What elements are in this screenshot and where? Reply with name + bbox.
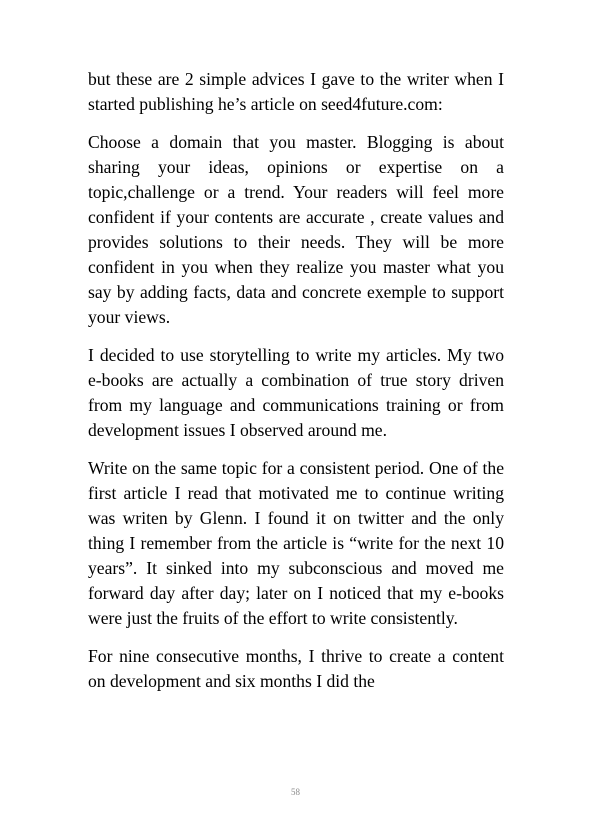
page-number: 58 <box>291 787 300 797</box>
page-body <box>88 67 504 707</box>
paragraph-consistent-topic: Write on the same topic for a consistent period. One of the first article I read that motivated me to continue writing was writen by Glenn. I found it on twitter and the only thing I remember from the article is “write for the next 10 years”. It sinked into my subconscious and moved me forward day after day; later on I noticed that my e-books were just the fruits of the effort to write consistently. <box>88 457 504 629</box>
paragraph-nine-months: For nine consecutive months, I thrive to create a content on development and six months I did the <box>88 645 504 692</box>
paragraph-choose-domain: Choose a domain that you master. Blogging is about sharing your ideas, opinions or expertise on a topic,challenge or a trend. Your readers will feel more confident if your contents are accurate , create values and provides solutions to their needs. They will be more confident in you when they realize you master what you say by adding facts, data and concrete exemple to support your views. <box>88 131 504 328</box>
paragraph-advices-intro: but these are 2 simple advices I gave to the writer when I started publishing he’s article on seed4future.com: <box>88 69 504 115</box>
paragraph-storytelling: I decided to use storytelling to write my articles. My two e-books are actually a combination of true story driven from my language and communications training or from development issues I observed around me. <box>88 344 504 441</box>
